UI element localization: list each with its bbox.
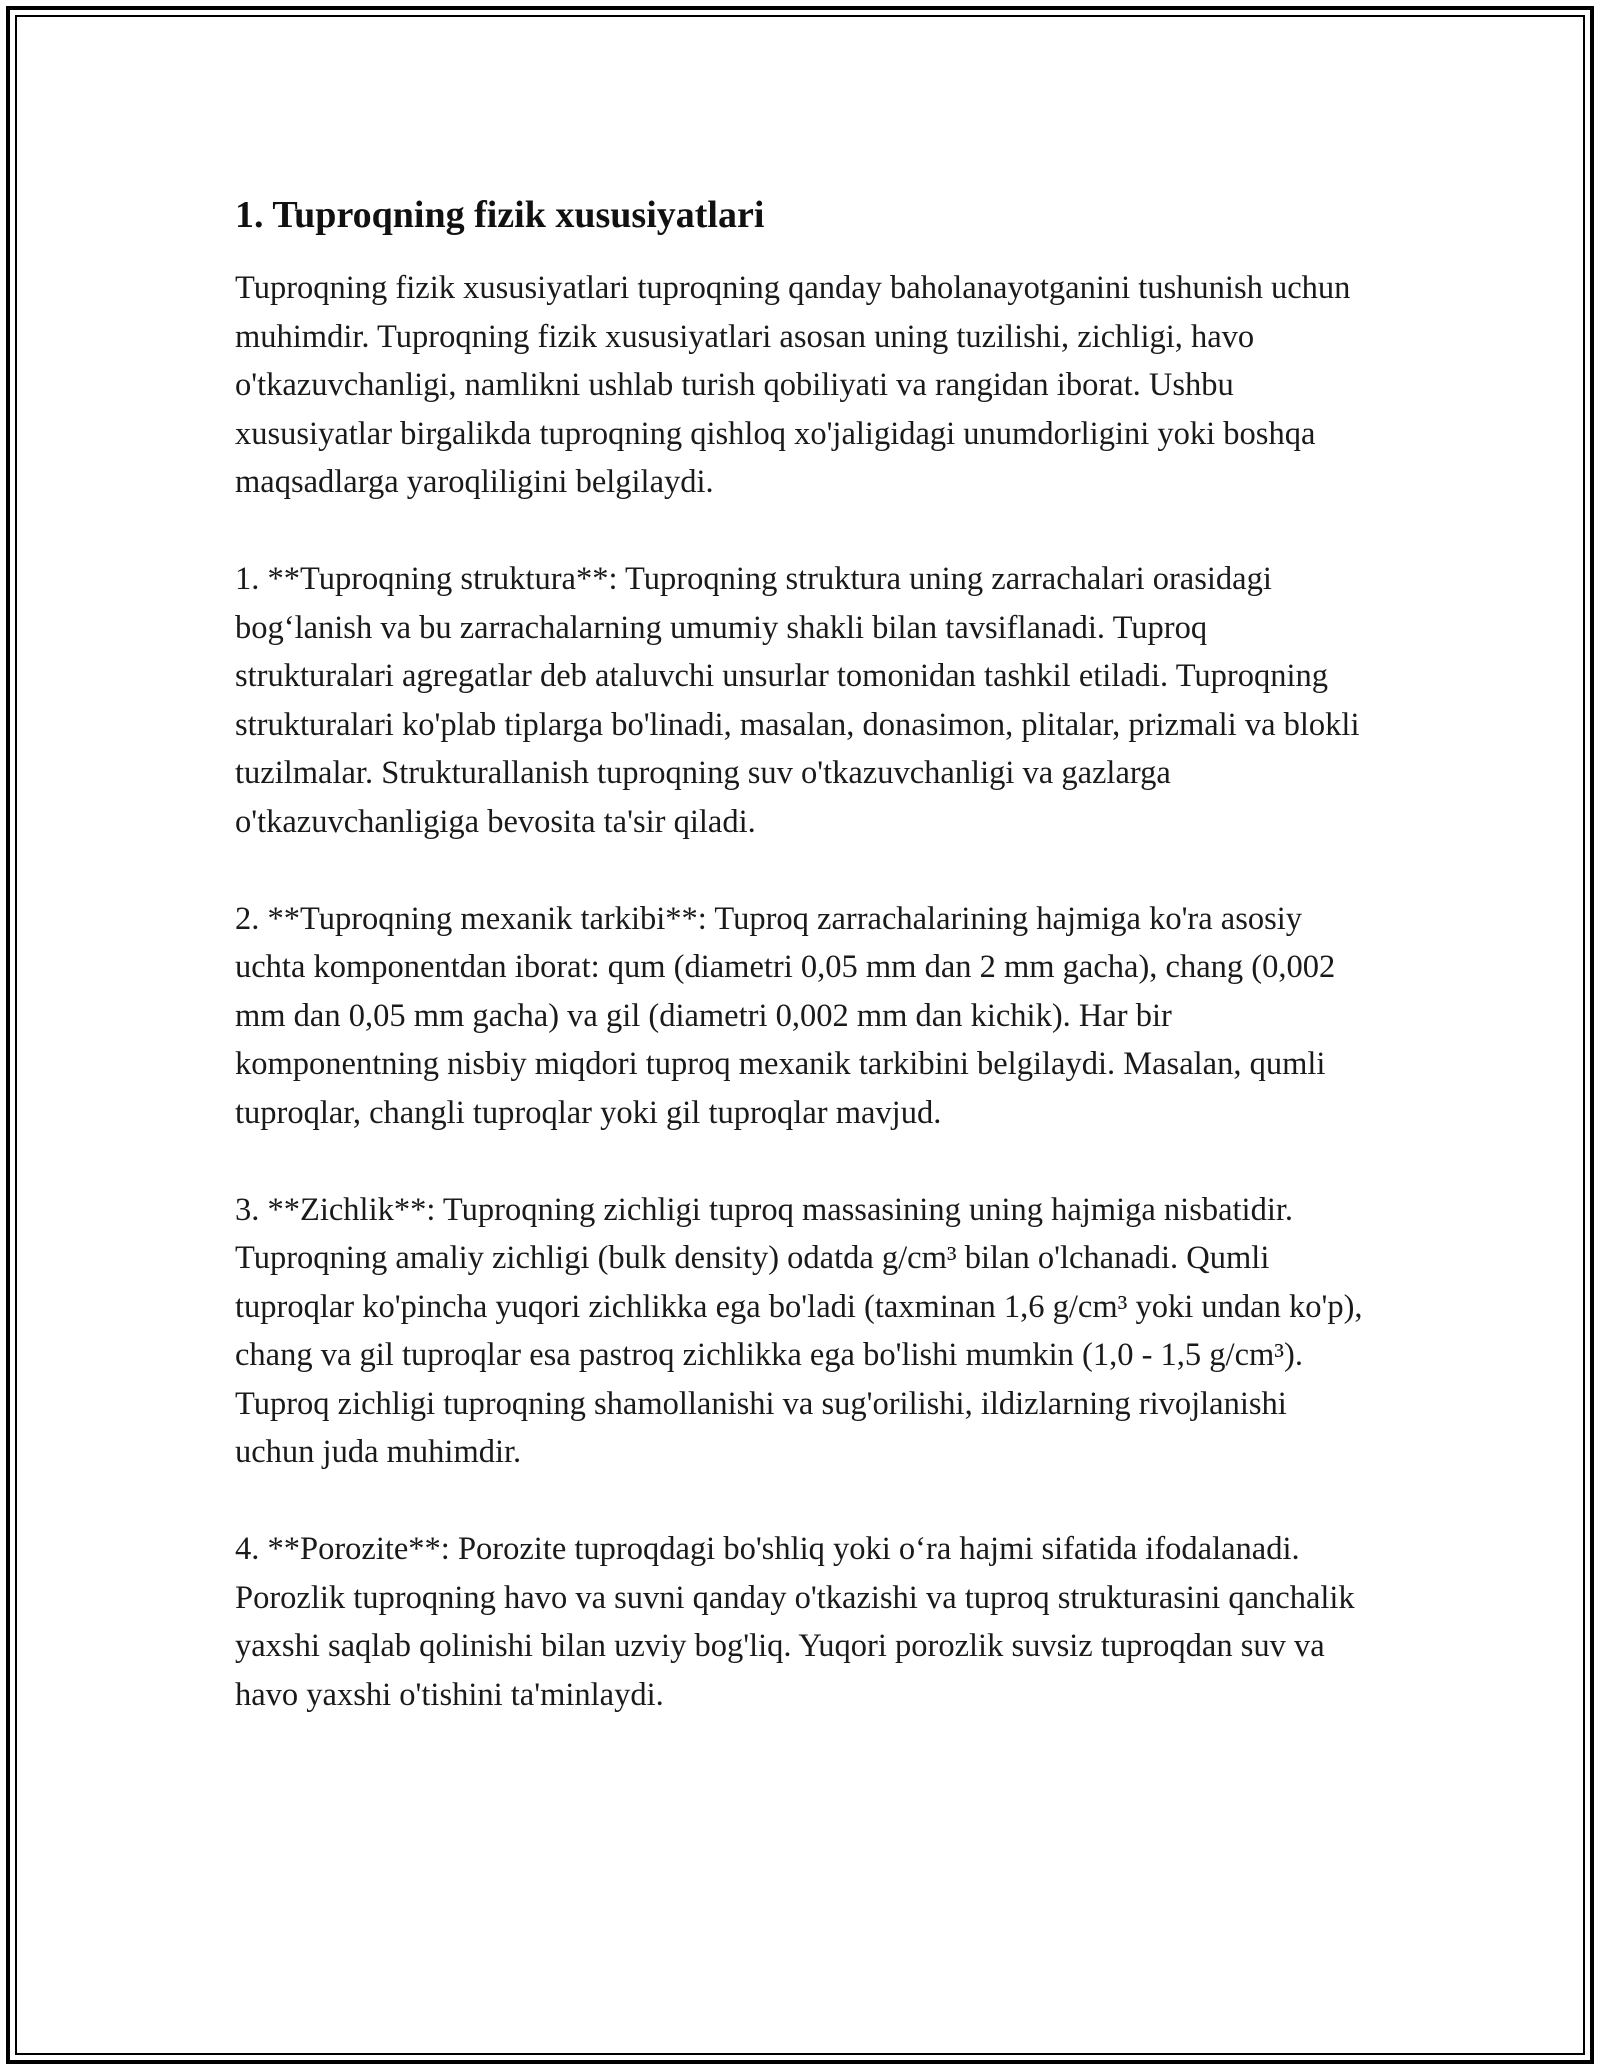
paragraph-porosity: 4. **Porozite**: Porozite tuproqdagi bo'shliq yoki o‘ra hajmi sifatida ifodalanadi. Porozlik tuproqning havo va suvni qanday o'tkazishi va tuproq strukturasini qanchalik yaxshi saqlab qolinishi bilan uzviy bog'liq. Yuqori porozlik suvsiz tuproqdan suv va havo yaxshi o'tishini ta'minlaydi. (235, 1531, 1355, 1713)
paragraph-density: 3. **Zichlik**: Tuproqning zichligi tuproq massasining uning hajmiga nisbatidir. Tuproqning amaliy zichligi (bulk density) odatda g/cm³ bilan o'lchanadi. Qumli tuproqlar ko'pincha yuqori zichlikka ega bo'ladi (taxminan 1,6 g/cm³ yoki undan ko'p), chang va gil tuproqlar esa pastroq zichlikka ega bo'lishi mumkin (1,0 - 1,5 g/cm³). Tuproq zichligi tuproqning shamollanishi va sug'orilishi, ildizlarning rivojlanishi uchun juda muhimdir. (235, 1191, 1363, 1470)
section-title: 1. Tuproqning fizik xususiyatlari (235, 194, 765, 236)
intro-paragraph: Tuproqning fizik xususiyatlari tuproqning qanday baholanayotganini tushunish uchun muhimdir. Tuproqning fizik xususiyatlari asosan uning tuzilishi, zichligi, havo o'tkazuvchanligi, namlikni ushlab turish qobiliyati va rangidan iborat. Ushbu xususiyatlar birgalikda tuproqning qishloq xo'jaligidagi unumdorligini yoki boshqa maqsadlarga yaroqliligini belgilaydi. (235, 270, 1351, 500)
paragraph-structure: 1. **Tuproqning struktura**: Tuproqning struktura uning zarrachalari orasidagi bog‘lanish va bu zarrachalarning umumiy shakli bilan tavsiflanadi. Tuproq strukturalari agregatlar deb ataluvchi unsurlar tomonidan tashkil etiladi. Tuproqning strukturalari ko'plab tiplarga bo'linadi, masalan, donasimon, plitalar, prizmali va blokli tuzilmalar. Strukturallanish tuproqning suv o'tkazuvchanligi va gazlarga o'tkazuvchanligiga bevosita ta'sir qiladi. (235, 561, 1360, 840)
paragraph-mechanical-composition: 2. **Tuproqning mexanik tarkibi**: Tuproq zarrachalarining hajmiga ko'ra asosiy uchta komponentdan iborat: qum (diametri 0,05 mm dan 2 mm gacha), chang (0,002 mm dan 0,05 mm gacha) va gil (diametri 0,002 mm dan kichik). Har bir komponentning nisbiy miqdori tuproq mexanik tarkibini belgilaydi. Masalan, qumli tuproqlar, changli tuproqlar yoki gil tuproqlar mavjud. (235, 900, 1336, 1131)
document-body (235, 180, 1370, 1768)
